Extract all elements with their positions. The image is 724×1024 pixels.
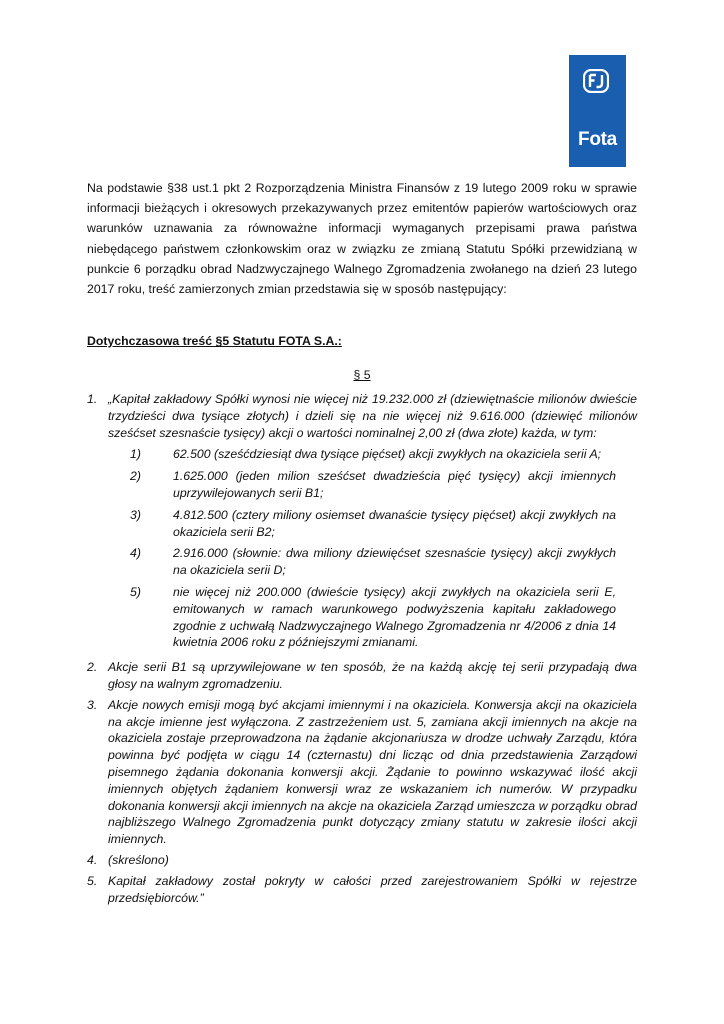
point-number: 3. [87,697,98,712]
subpoint-number: 4) [130,546,141,561]
subpoint [87,446,637,463]
point-text: (skreślono) [108,852,169,867]
logo-brand-text: Fota [578,129,617,150]
paragraph-sign: § 5 [353,368,371,382]
point-number: 5. [87,873,98,888]
subpoint-text: 62.500 (sześćdziesiąt dwa tysiące pięćset) akcji zwykłych na okaziciela serii A; [173,447,602,462]
point-text: Kapitał zakładowy został pokryty w całości przed zarejestrowaniem Spółki w rejestrze przedsiębiorców.” [108,873,637,905]
subpoint-text: nie więcej niż 200.000 (dwieście tysięcy) akcji zwykłych na okaziciela serii E, emitowanych w ramach warunkowego podwyższenia kapitału zakładowego zgodnie z uchwałą Nadzwyczajnego Walnego Zgromadzenia nr 4/2006 z dnia 14 kwietnia 2006 roku z późniejszymi zmianami. [173,584,616,650]
subpoint [87,545,637,579]
subpoint [87,584,637,651]
point-text: Akcje serii B1 są uprzywilejowane w ten sposób, że na każdą akcję tej serii przypadają dwa głosy na walnym zgromadzeniu. [108,660,637,691]
subpoint-text: 2.916.000 (słownie: dwa miliony dziewięćset szesnaście tysięcy) akcji zwykłych na okaziciela serii D; [173,546,616,578]
subpoint-number: 2) [130,469,141,484]
list-item [87,852,637,869]
point-number: 2. [87,660,98,675]
point-text: „Kapitał zakładowy Spółki wynosi nie więcej niż 19.232.000 zł (dziewiętnaście milionów dwieście trzydzieści dwa tysiące złotych) i dzieli się na nie więcej niż 9.616.000 (dziewięć milionów sześćset szesnaście tysięcy) akcji o wartości nominalnej 2,00 zł (dwa złote) każda, w tym: [108,392,637,440]
company-logo [569,55,626,167]
point-number: 1. [87,392,98,406]
list-item [87,697,637,848]
subpoint-text: 1.625.000 (jeden milion sześćset dwadzieścia pięć tysięcy) akcji imiennych uprzywilejowanych serii B1; [173,469,616,500]
subpoint-text: 4.812.500 (cztery miliony osiemset dwanaście tysięcy pięćset) akcji zwykłych na okaziciela serii B2; [173,507,616,539]
point-text: Akcje nowych emisji mogą być akcjami imiennymi i na okaziciela. Konwersja akcji na okaziciela na akcje imienne jest wyłączona. Z zastrzeżeniem ust. 5, zamiana akcji imiennych na akcje na okaziciela zostaje przeprowadzona na żądanie akcjonariusza w drodze uchwały Zarządu, która powinna być podjęta w ciągu 14 (czternastu) dni licząc od dnia przedstawienia Zarządowi pisemnego żądania dokonania konwersji akcji. Żądanie to powinno wskazywać ilość akcji imiennych objętych żądaniem konwersji wraz ze wskazaniem ich numerów. W przypadku dokonania konwersji akcji imiennych na akcje na okaziciela Zarząd umieszcza w porządku obrad najbliższego Walnego Zgromadzenia punkt dotyczący zmiany statutu w zakresie ilości akcji imiennych. [108,697,637,847]
fota-emblem-icon [583,69,609,93]
subpoint-number: 1) [130,447,141,462]
intro-paragraph: Na podstawie §38 ust.1 pkt 2 Rozporządzenia Ministra Finansów z 19 lutego 2009 roku w sprawie informacji bieżących i okresowych przekazywanych przez emitentów papierów wartościowych oraz warunków uznawania za równoważne informacji wymaganych przepisami prawa państwa niebędącego państwem członkowskim oraz w związku ze zmianą Statutu Spółki przewidzianą w punkcie 6 porządku obrad Nadzwyczajnego Walnego Zgromadzenia zwołanego na dzień 23 lutego 2017 roku, treść zamierzonych zmian przedstawia się w sposób następujący: [87,181,637,297]
point-number: 4. [87,852,98,867]
section-heading: Dotychczasowa treść §5 Statutu FOTA S.A.: [87,334,342,348]
subpoint [87,468,637,502]
subpoint-number: 5) [130,584,141,599]
list-item [87,873,637,907]
subpoint [87,507,637,541]
list-item [87,391,637,655]
list-item [87,659,637,693]
subpoint-number: 3) [130,507,141,522]
article-body [87,391,637,910]
